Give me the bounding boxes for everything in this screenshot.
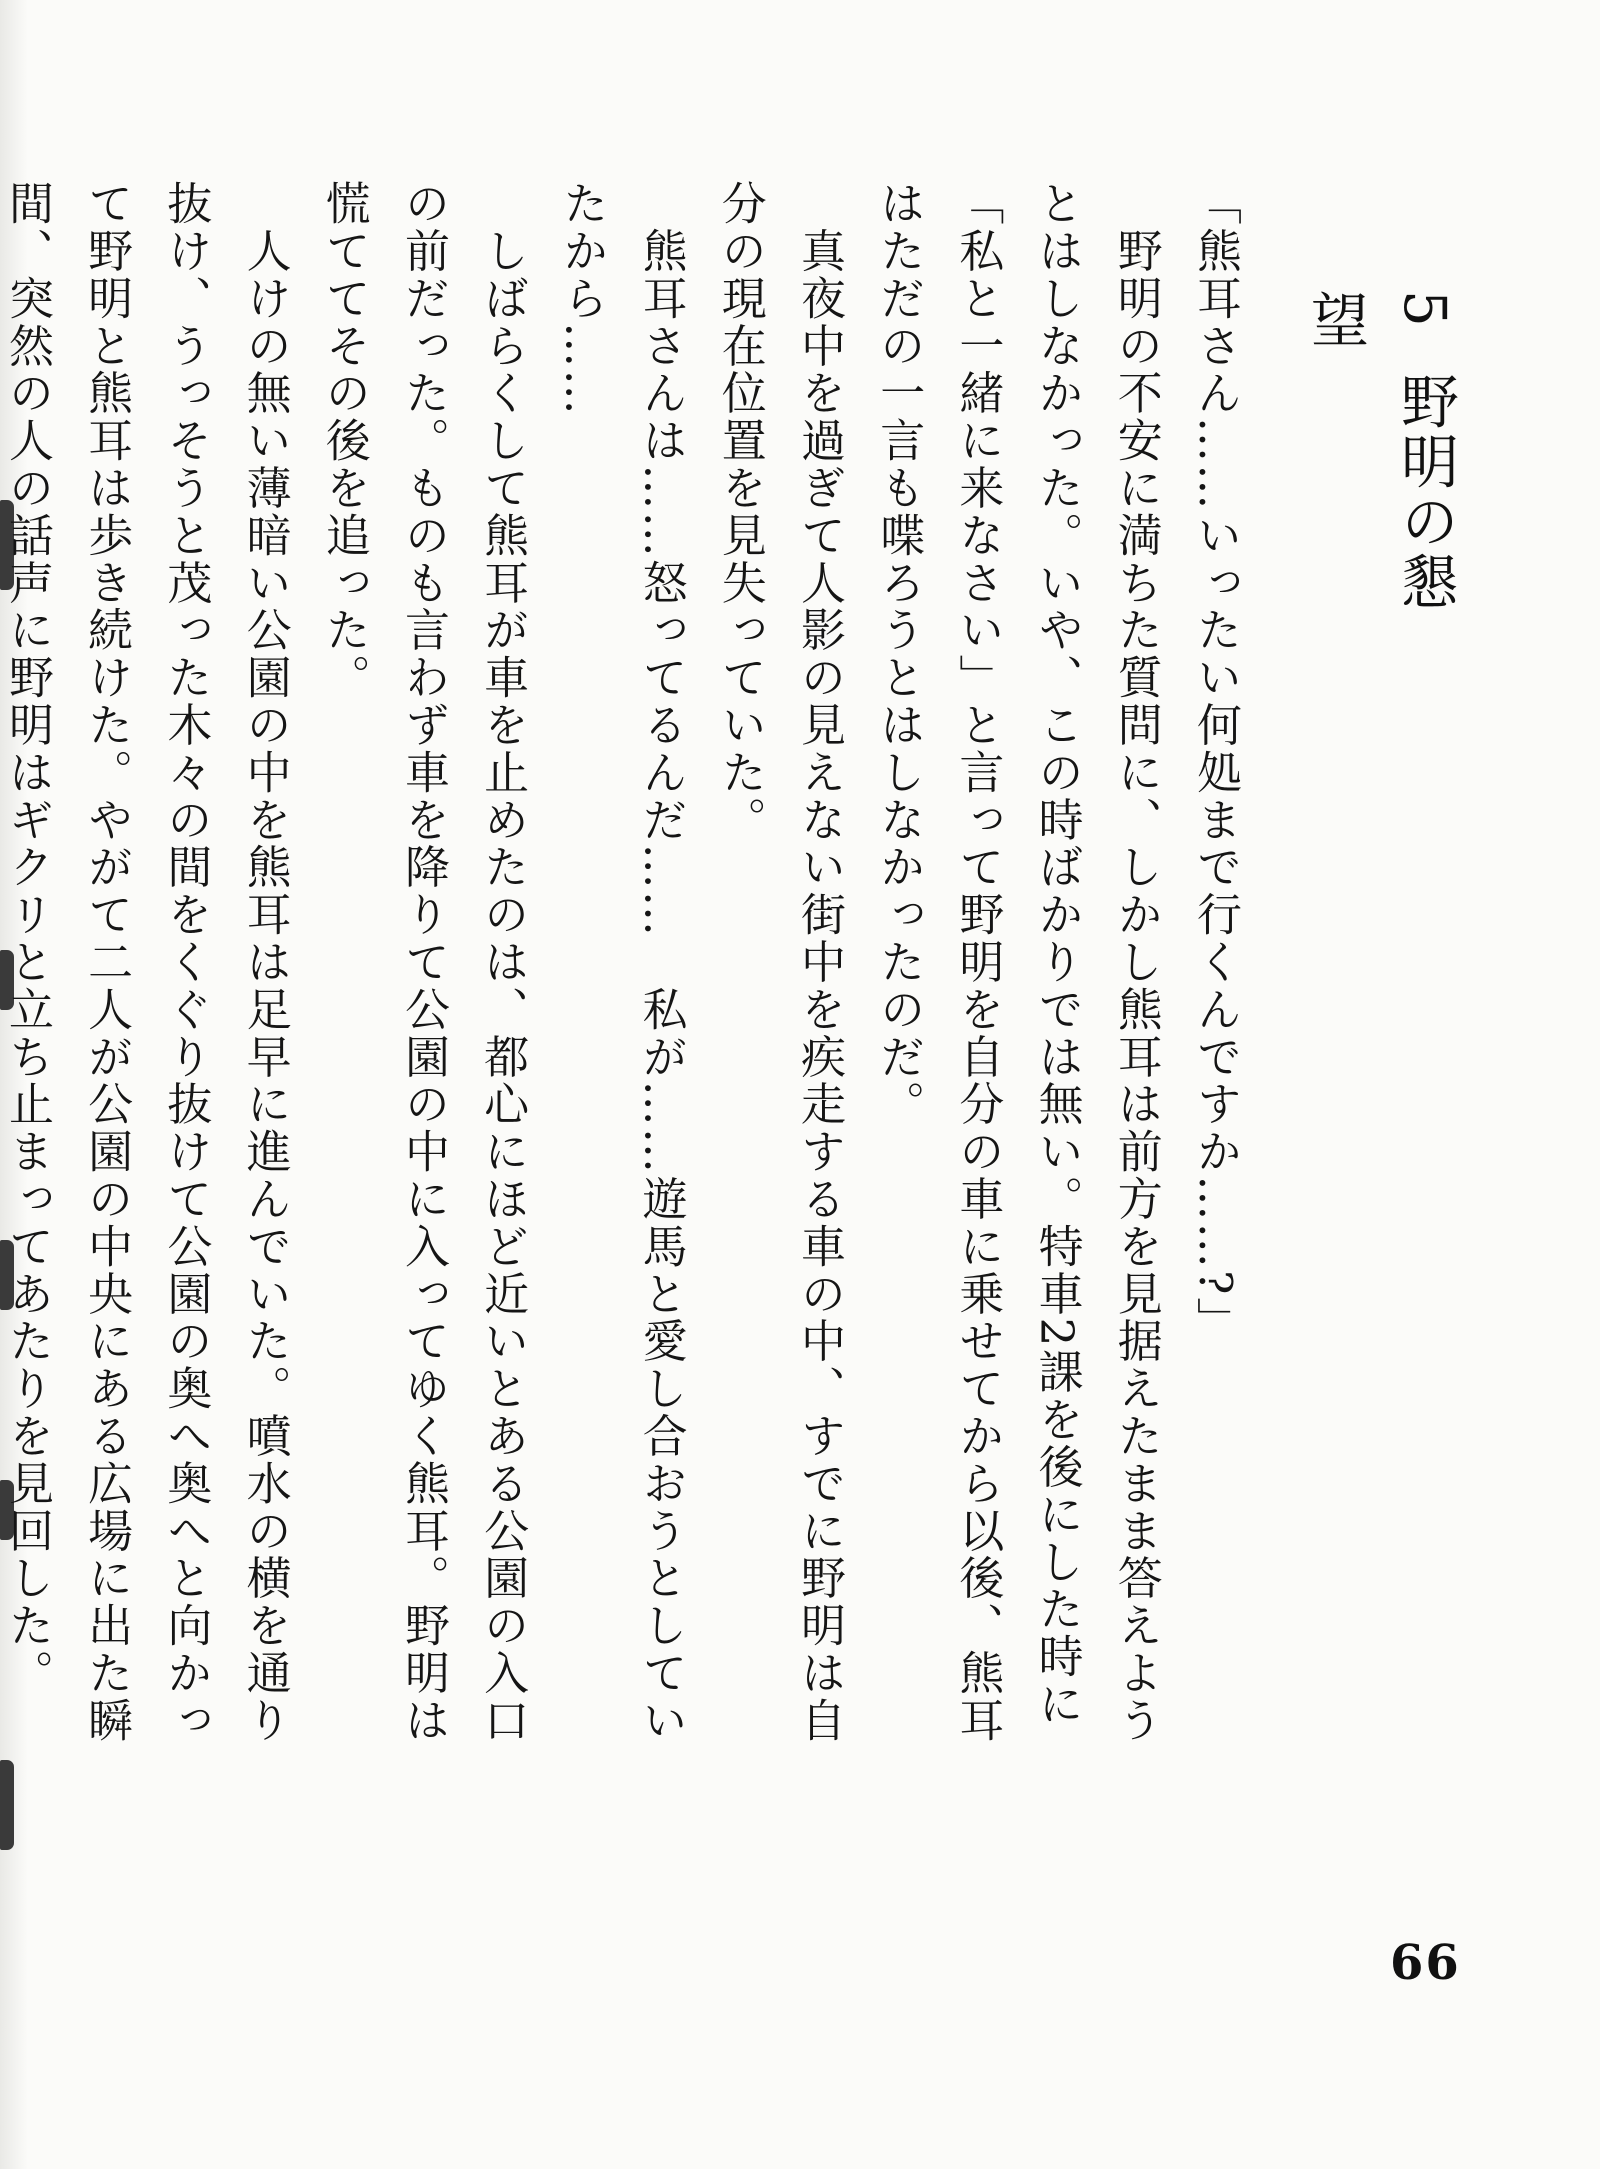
page-number: 66 [1390,1935,1461,1991]
paragraph: 野明の不安に満ちた質問に、しかし熊耳は前方を見据えたまま答えようとはしなかった。いや、この時ばかりでは無い。特車2課を後にした時に「私と一緒に来なさい」と言って野明を自分の車に乗せてから以後、熊耳はただの一言も喋ろうとはしなかったのだ。 [872,180,1163,1745]
paragraph: しばらくして熊耳が車を止めたのは、都心にほど近いとある公園の入口の前だった。ものも言わず車を降りて公園の中に入ってゆく熊耳。野明は慌ててその後を追った。 [317,180,530,1745]
paragraph: 熊耳さんは……怒ってるんだ…… 私が……遊馬と愛し合おうとしていたから…… [555,180,688,1745]
paragraph: 真夜中を過ぎて人影の見えない街中を疾走する車の中、すでに野明は自分の現在位置を見失っていた。 [713,180,846,1745]
chapter-number: 5 [1391,290,1459,329]
chapter-title: 野明の懇望 [1301,290,1459,612]
body-text [0,180,1255,1780]
paragraph: 「熊耳さん……いったい何処まで行くんですか……?」 [1189,180,1242,1345]
paragraph: 人けの無い薄暗い公園の中を熊耳は足早に進んでいた。噴水の横を通り抜け、うっそうと茂った木々の間をくぐり抜けて公園の奥へ奥へと向かって野明と熊耳は歩き続けた。やがて二人が公園の中央にある広場に出た瞬間、突然の人の話声に野明はギクリと立ち止まってあたりを見回した。 [0,180,292,1745]
chapter-heading [1301,290,1470,640]
